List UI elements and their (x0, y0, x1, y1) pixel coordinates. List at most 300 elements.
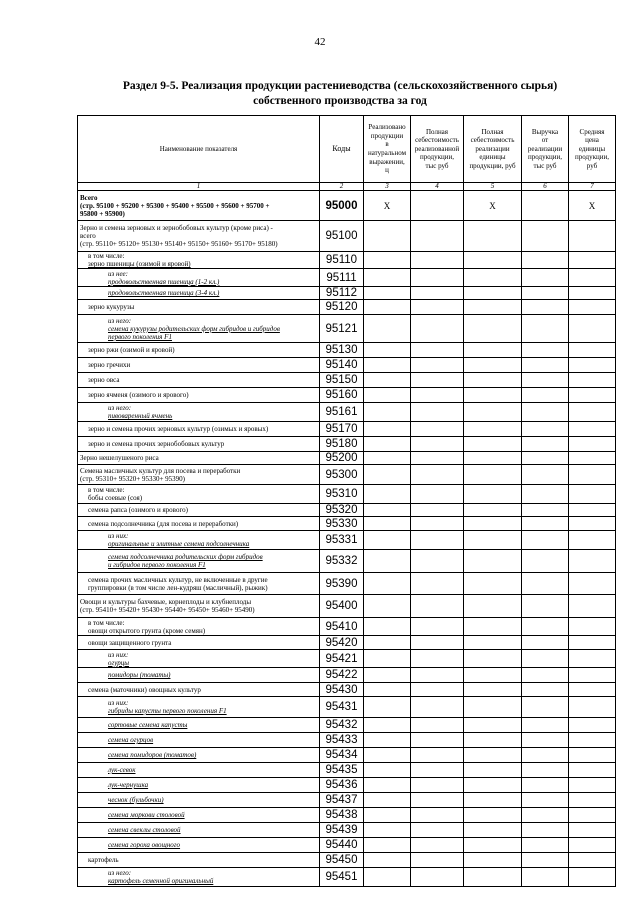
value-cell (411, 191, 464, 221)
row-name (78, 636, 320, 650)
row-name (78, 823, 320, 838)
value-cell (364, 683, 411, 697)
table-row (78, 868, 616, 887)
value-cell (464, 793, 522, 808)
value-cell (569, 733, 616, 748)
value-cell (569, 300, 616, 315)
header-line: цена (585, 136, 599, 145)
row-name-line: группировки (в том числе лен-кудряш (масличный), рыжик) (88, 583, 268, 592)
value-cell (364, 718, 411, 733)
table-row (78, 668, 616, 683)
row-code: 95400 (320, 595, 364, 618)
header-line: Реализовано (368, 123, 406, 132)
row-code: 95450 (320, 853, 364, 868)
value-cell (364, 668, 411, 683)
value-cell (364, 252, 411, 269)
value-cell (464, 668, 522, 683)
value-cell (522, 403, 569, 422)
row-name (78, 793, 320, 808)
row-code: 95430 (320, 683, 364, 697)
value-cell (522, 485, 569, 504)
value-cell (522, 636, 569, 650)
row-name (78, 733, 320, 748)
value-cell (411, 403, 464, 422)
row-name (78, 697, 320, 718)
value-cell (464, 697, 522, 718)
value-cell (364, 358, 411, 373)
value-cell (569, 778, 616, 793)
value-cell (411, 697, 464, 718)
value-cell: X (364, 191, 411, 221)
value-cell (522, 300, 569, 315)
row-name-line: Зерно и семена зерновых и зернобобовых культур (кроме риса) - (80, 224, 273, 232)
value-cell (411, 733, 464, 748)
value-cell (569, 517, 616, 531)
table-row (78, 191, 616, 221)
value-cell (569, 636, 616, 650)
value-cell (464, 650, 522, 668)
value-cell (569, 668, 616, 683)
table-row (78, 650, 616, 668)
value-cell (522, 287, 569, 300)
value-cell (411, 636, 464, 650)
header-line: натуральном (367, 149, 407, 157)
value-cell (364, 808, 411, 823)
value-cell (411, 300, 464, 315)
value-cell (522, 517, 569, 531)
row-name-line: зерно ржи (озимой и яровой) (88, 346, 175, 354)
row-name (78, 388, 320, 403)
row-name-line: продовольственная пшеница (1-2 кл.) (108, 277, 220, 286)
value-cell (464, 853, 522, 868)
row-name-line: и гибридов первого поколения F1 (108, 561, 206, 569)
header-line: тыс руб (425, 161, 449, 170)
table-row (78, 733, 616, 748)
row-name-line: первого поколения F1 (108, 332, 172, 341)
row-code: 95410 (320, 618, 364, 636)
value-cell (411, 315, 464, 343)
value-cell (569, 465, 616, 485)
row-code: 95100 (320, 221, 364, 252)
row-name-line: продовольственная пшеница (3-4 кл.) (108, 289, 220, 297)
row-name (78, 437, 320, 452)
value-cell (522, 573, 569, 595)
row-name-line: зерно кукурузы (88, 303, 135, 311)
table-row (78, 531, 616, 550)
row-name-line: (стр. 95310+ 95320+ 95330+ 95390) (80, 474, 186, 483)
value-cell (569, 683, 616, 697)
value-cell (364, 823, 411, 838)
value-cell (522, 452, 569, 465)
value-cell (411, 650, 464, 668)
row-name-line: зерно пшеницы (озимой и яровой) (88, 260, 191, 268)
value-cell (364, 550, 411, 573)
header-line: Средняя (579, 127, 605, 136)
value-cell (522, 763, 569, 778)
row-name-line: сортовые семена капусты (108, 721, 188, 729)
row-name (78, 595, 320, 618)
value-cell (522, 343, 569, 358)
value-cell (364, 697, 411, 718)
value-cell (522, 808, 569, 823)
table-row (78, 838, 616, 853)
value-cell (411, 838, 464, 853)
value-cell (411, 683, 464, 697)
row-name (78, 763, 320, 778)
value-cell (364, 403, 411, 422)
value-cell (464, 373, 522, 388)
sales-table (77, 115, 616, 887)
value-cell (522, 823, 569, 838)
value-cell (364, 517, 411, 531)
row-code: 95440 (320, 838, 364, 853)
value-cell (569, 550, 616, 573)
value-cell (569, 504, 616, 517)
header-name: Наименование показателя (78, 116, 320, 183)
value-cell (411, 763, 464, 778)
value-cell: X (569, 191, 616, 221)
row-code: 95111 (320, 269, 364, 287)
row-name-line: семена огурцов (108, 736, 154, 744)
row-name-line: зерно ячменя (озимого и ярового) (88, 391, 189, 399)
header-line: реализации (475, 144, 510, 153)
table-row (78, 793, 616, 808)
value-cell (464, 733, 522, 748)
row-code: 95432 (320, 718, 364, 733)
header-revenue (522, 116, 569, 183)
value-cell (569, 823, 616, 838)
value-cell (364, 315, 411, 343)
value-cell (411, 465, 464, 485)
row-code: 95170 (320, 422, 364, 437)
value-cell (364, 485, 411, 504)
value-cell (569, 531, 616, 550)
table-body (78, 191, 616, 887)
value-cell (411, 252, 464, 269)
row-name (78, 838, 320, 853)
value-cell (522, 650, 569, 668)
section-title-line-1: Раздел 9-5. Реализация продукции растениеводства (сельскохозяйственного сырья) (122, 80, 558, 92)
value-cell (411, 618, 464, 636)
value-cell (464, 763, 522, 778)
row-name (78, 778, 320, 793)
row-name (78, 650, 320, 668)
value-cell (522, 550, 569, 573)
value-cell (364, 650, 411, 668)
row-name-line: всего (80, 232, 96, 240)
row-code: 95437 (320, 793, 364, 808)
value-cell (464, 504, 522, 517)
row-code: 95435 (320, 763, 364, 778)
table-header-row (78, 116, 616, 183)
row-name-line: семена помидоров (томатов) (108, 751, 197, 759)
value-cell (364, 868, 411, 887)
value-cell (464, 683, 522, 697)
value-cell (411, 550, 464, 573)
row-name-line: Семена масличных культур для посева и переработки (80, 466, 241, 475)
value-cell (464, 252, 522, 269)
table-row (78, 465, 616, 485)
value-cell (569, 868, 616, 887)
value-cell (522, 504, 569, 517)
row-name-line: в том числе: (88, 486, 125, 494)
table-row (78, 437, 616, 452)
row-name-line: лук-чернушка (108, 781, 149, 789)
value-cell (522, 595, 569, 618)
table-row (78, 618, 616, 636)
value-cell (522, 373, 569, 388)
value-cell (364, 388, 411, 403)
row-name (78, 221, 320, 252)
value-cell (364, 636, 411, 650)
row-code: 95110 (320, 252, 364, 269)
value-cell (411, 823, 464, 838)
row-code: 95421 (320, 650, 364, 668)
page-number: 42 (314, 36, 326, 48)
value-cell (569, 287, 616, 300)
value-cell (522, 668, 569, 683)
value-cell (569, 763, 616, 778)
table-row (78, 343, 616, 358)
column-number: 7 (569, 183, 616, 191)
header-line: руб (586, 161, 598, 170)
value-cell (522, 718, 569, 733)
value-cell (411, 808, 464, 823)
value-cell (522, 733, 569, 748)
row-name-line: из него: (108, 316, 132, 325)
value-cell (464, 221, 522, 252)
value-cell (364, 373, 411, 388)
value-cell (522, 868, 569, 887)
value-cell (411, 573, 464, 595)
row-code: 95431 (320, 697, 364, 718)
row-name-line: из них: (108, 532, 129, 540)
value-cell (569, 838, 616, 853)
row-name-line: семена моркови столовой (108, 811, 185, 819)
value-cell (464, 269, 522, 287)
value-cell (522, 465, 569, 485)
row-name-line: 95800 + 95900) (80, 209, 125, 218)
table-row (78, 853, 616, 868)
row-code: 95451 (320, 868, 364, 887)
row-name (78, 683, 320, 697)
value-cell (364, 269, 411, 287)
row-name-line: гибриды капусты первого поколения F1 (108, 707, 227, 715)
row-name-line: семена гороха овощного (108, 841, 181, 849)
row-name-line: лук-севок (108, 766, 136, 774)
row-code: 95439 (320, 823, 364, 838)
column-number: 3 (364, 183, 411, 191)
value-cell (364, 343, 411, 358)
row-code: 95180 (320, 437, 364, 452)
table-row (78, 748, 616, 763)
value-cell (411, 718, 464, 733)
table-row (78, 718, 616, 733)
value-cell (522, 853, 569, 868)
value-cell (411, 748, 464, 763)
value-cell (411, 358, 464, 373)
value-cell (464, 287, 522, 300)
table-row (78, 763, 616, 778)
table-row (78, 823, 616, 838)
column-number: 6 (522, 183, 569, 191)
row-name-line: в том числе: (88, 252, 125, 260)
row-code: 95112 (320, 287, 364, 300)
table-row (78, 573, 616, 595)
row-name-line: семена прочих масличных культур, не включенные в другие (88, 575, 268, 584)
header-line: себестоимость (415, 136, 459, 145)
table-row (78, 595, 616, 618)
value-cell (364, 595, 411, 618)
value-cell (411, 269, 464, 287)
value-cell (464, 300, 522, 315)
row-name (78, 373, 320, 388)
value-cell (464, 403, 522, 422)
row-name-line: оригинальные и элитные семена подсолнечника (108, 540, 250, 548)
value-cell (522, 793, 569, 808)
row-name (78, 504, 320, 517)
header-line: ц (385, 166, 389, 175)
row-code: 95140 (320, 358, 364, 373)
column-number: 1 (78, 183, 320, 191)
value-cell (522, 221, 569, 252)
row-name-line: зерно и семена прочих зерновых культур (озимых и яровых) (88, 425, 269, 433)
row-name-line: бобы соевые (соя) (88, 494, 143, 502)
value-cell (569, 808, 616, 823)
value-cell (364, 422, 411, 437)
value-cell (464, 636, 522, 650)
header-line: реализации (527, 144, 563, 153)
value-cell (569, 573, 616, 595)
row-name (78, 531, 320, 550)
table-row (78, 287, 616, 300)
value-cell (464, 343, 522, 358)
value-cell (464, 823, 522, 838)
value-cell (464, 452, 522, 465)
column-number: 5 (464, 183, 522, 191)
header-line: продукции (370, 131, 404, 140)
header-line: в (385, 140, 389, 149)
value-cell (411, 853, 464, 868)
value-cell (522, 269, 569, 287)
row-name (78, 550, 320, 573)
value-cell (569, 618, 616, 636)
value-cell (569, 650, 616, 668)
row-name (78, 452, 320, 465)
value-cell (411, 485, 464, 504)
row-name-line: из них: (108, 699, 129, 707)
row-name-line: из него: (108, 869, 132, 877)
row-code: 95161 (320, 403, 364, 422)
row-name (78, 748, 320, 763)
value-cell (522, 683, 569, 697)
table-row (78, 422, 616, 437)
row-name (78, 422, 320, 437)
row-code: 95320 (320, 504, 364, 517)
value-cell (464, 748, 522, 763)
value-cell (464, 437, 522, 452)
value-cell (464, 465, 522, 485)
value-cell (411, 793, 464, 808)
row-name (78, 269, 320, 287)
row-code: 95150 (320, 373, 364, 388)
value-cell (411, 287, 464, 300)
row-name-line: овощи открытого грунта (кроме семян) (88, 626, 206, 635)
value-cell (364, 287, 411, 300)
value-cell (464, 778, 522, 793)
value-cell (464, 531, 522, 550)
row-code: 95160 (320, 388, 364, 403)
value-cell (364, 221, 411, 252)
value-cell (364, 437, 411, 452)
row-name-line: (стр. 95100 + 95200 + 95300 + 95400 + 95500 + 95600 + 95700 + (80, 201, 270, 210)
header-line: Выручка (531, 127, 559, 136)
table-row (78, 300, 616, 315)
header-line: тыс руб (533, 161, 557, 170)
value-cell (464, 550, 522, 573)
row-name-line: семена подсолнечника (для посева и переработки) (88, 519, 239, 528)
row-code: 95332 (320, 550, 364, 573)
row-name-line: из них: (108, 650, 129, 659)
table-row (78, 636, 616, 650)
value-cell (522, 437, 569, 452)
row-name-line: из него: (108, 404, 132, 412)
row-name-line: пивоваренный ячмень (108, 412, 173, 420)
value-cell (464, 868, 522, 887)
column-number-row (78, 183, 616, 191)
value-cell (569, 437, 616, 452)
table-row (78, 315, 616, 343)
value-cell (569, 853, 616, 868)
header-full-cost (411, 116, 464, 183)
row-name (78, 315, 320, 343)
row-code: 95420 (320, 636, 364, 650)
header-quantity (364, 116, 411, 183)
row-name (78, 573, 320, 595)
table-row (78, 358, 616, 373)
row-code: 95433 (320, 733, 364, 748)
row-name-line: (стр. 95110+ 95120+ 95130+ 95140+ 95150+ 95160+ 95170+ 95180) (80, 240, 278, 248)
row-name-line: чеснок (бульбочки) (108, 796, 164, 804)
row-code: 95436 (320, 778, 364, 793)
value-cell (411, 422, 464, 437)
row-code: 95330 (320, 517, 364, 531)
value-cell (522, 388, 569, 403)
value-cell (464, 808, 522, 823)
table-row (78, 221, 616, 252)
row-name-line: зерно и семена прочих зернобобовых культур (88, 440, 225, 448)
row-name (78, 668, 320, 683)
row-code: 95390 (320, 573, 364, 595)
header-line: продукции, (420, 153, 454, 162)
table-row (78, 517, 616, 531)
value-cell (411, 868, 464, 887)
row-name (78, 718, 320, 733)
row-name (78, 465, 320, 485)
table-row (78, 252, 616, 269)
value-cell (522, 618, 569, 636)
row-name-line: помидоры (томаты) (108, 671, 171, 679)
value-cell (569, 269, 616, 287)
value-cell (364, 573, 411, 595)
value-cell (569, 358, 616, 373)
value-cell (464, 358, 522, 373)
value-cell (364, 853, 411, 868)
value-cell (569, 793, 616, 808)
row-name-line: Зерно нешелушеного риса (80, 454, 159, 462)
row-name (78, 618, 320, 636)
value-cell (364, 763, 411, 778)
